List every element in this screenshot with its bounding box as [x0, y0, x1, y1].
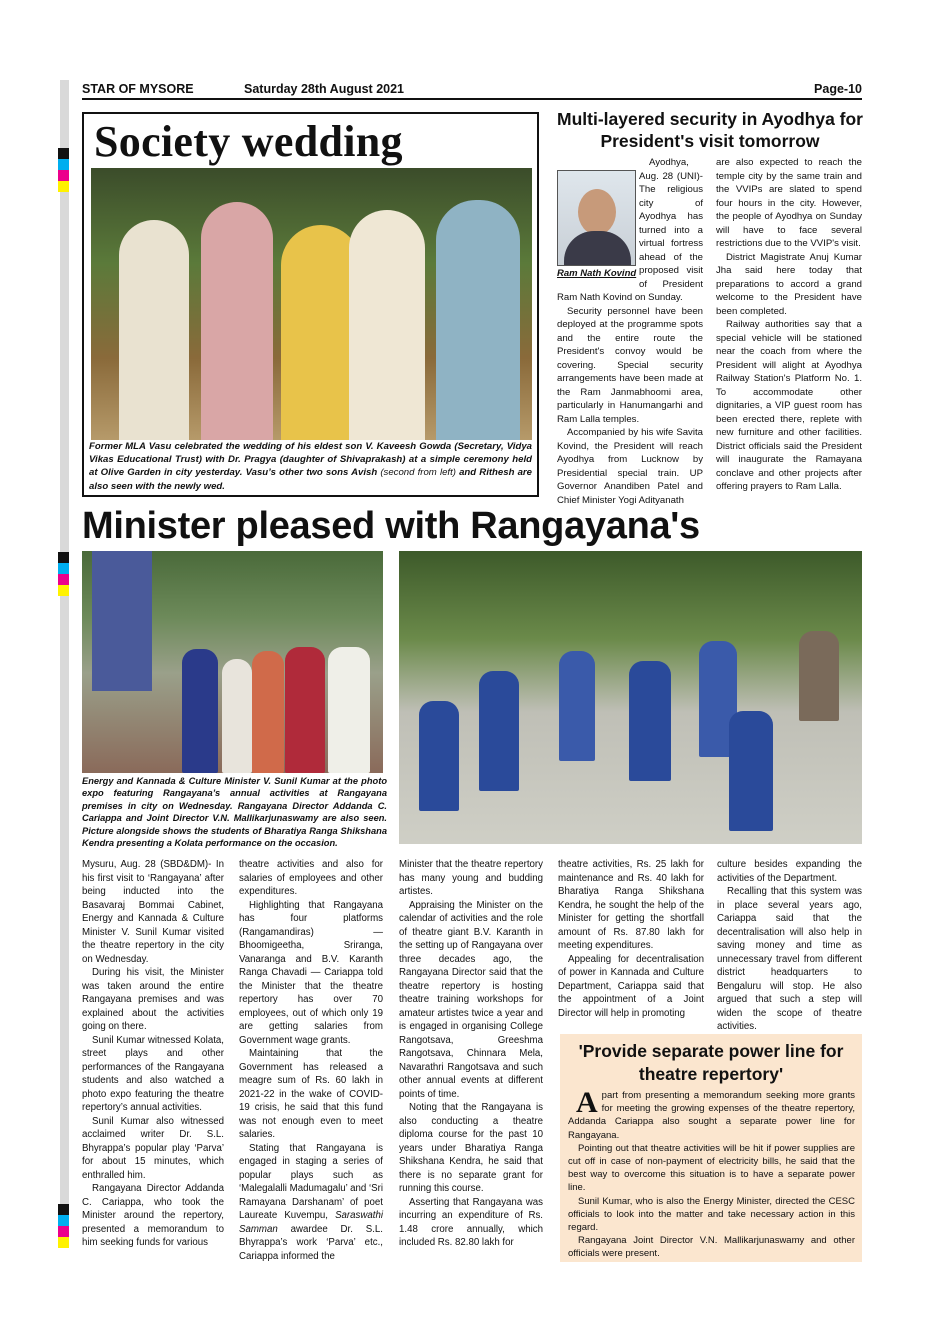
society-wedding-title: Society wedding [94, 117, 403, 166]
header-rule [82, 98, 862, 100]
drop-cap: A [576, 1086, 598, 1119]
issue-date: Saturday 28th August 2021 [244, 82, 405, 96]
wedding-caption: Former MLA Vasu celebrated the wedding of his eldest son V. Kaveesh Gowda (Secretary, Vidya Vikas Educational Trust) with Dr. Pragya (daughter of Shivaprakash) at a simple ceremony held at Olive Garden in city yesterday. Vasu’s other two sons Avish (second from left) and Rithesh are also seen with the newly wed. [89, 441, 532, 492]
minister-column-3: Minister that the theatre repertory has many young and budding artistes. Appraising the Minister on the calendar of activities and the role of theatre giant B.V. Karanth in the setting up of Rangayana over three decades ago, the Rangayana Director said that the theatre repertory is hosting theatre training workshops for amateur artistes twice a year and is engaged in organising College Rangotsava, Greeshma Rangotsava, Chinnara Mela, Navarathri Rangotsava and such other annual events at different points of time. Noting that the Rangayana is also conducting a theatre diploma course for the past 10 years under Bharatiya Ranga Shikshana Kendra, he said that there is no separate grant for running this course. Asserting that Rangayana was incurring an expenditure of Rs. 1.48 crore annually, which included Rs. 82.80 lakh for [399, 859, 543, 1248]
masthead [82, 80, 862, 98]
registration-strip [60, 80, 69, 148]
registration-strip [60, 192, 69, 492]
minister-headline: Minister pleased with Rangayana's [82, 505, 700, 547]
minister-column-2: theatre activities and also for salaries of employees and other expenditures. Highlighting that Rangayana has four platforms (Rangamandiras) — Bhoomigeetha, Sriranga, Vanaranga and B.V. Karanth Ranga Chavadi — Cariappa told the Minister that the theatre repertory has over 70 employees, out of which only 19 are getting salaries from Government wage grants. Maintaining that the Government has released a meagre sum of Rs. 60 lakh in 2021-22 in the wake of COVID-19 crisis, he said that this fund was not enough even to meet salaries. Stating that Rangayana is engaged in staging a series of popular plays such as ‘Malegalalli Madumagalu’ and ‘Sri Ramayana Darshanam’ of poet Laureate Kuvempu, Saraswathi Samman awardee Dr. S.L. Bhyrappa’s work ‘Parva’ etc., Cariappa informed the [239, 859, 383, 1262]
minister-col2-last: Stating that Rangayana is engaged in staging a series of popular plays such as ‘Malegalalli Madumagalu’ and ‘Sri Ramayana Darshanam’ of poet Laureate Kuvempu, Saraswathi Samman awardee Dr. S.L. Bhyrappa’s work ‘Parva’ etc., Cariappa informed the [239, 1142, 383, 1262]
kolata-performance-picture [399, 551, 862, 844]
security-lead: Ayodhya, Aug. 28 (UNI)- The religious city of Ayodhya has turned into a virtual fortress ahead of the proposed visit of President Ram Nath Kovind on Sunday. [557, 157, 703, 303]
registration-strip [60, 596, 69, 896]
minister-column-5: culture besides expanding the activities of the Department. Recalling that this system was in place several years ago, Cariappa said that the decentralisation will also help in saving money and time as unnecessary travel from different district headquarters to Bengaluru will stop. He also argued that such a step will widen the scope of theatre activities. [717, 859, 862, 1032]
minister-column-4: theatre activities, Rs. 25 lakh for maintenance and Rs. 40 lakh for Bharatiya Ranga Shikshana Kendra, he sought the help of the Minister for getting the shortfall amount of Rs. 87.80 lakh for meeting expenditures. Appealing for decentralisation of power in Kannada and Culture Department, Cariappa said that the appointment of a Joint Director will help in promoting [558, 859, 704, 1019]
color-registration-marks [58, 1204, 69, 1248]
color-registration-marks [58, 148, 69, 192]
portrait-caption: Ram Nath Kovind [557, 268, 637, 279]
registration-strip [60, 896, 69, 1204]
security-column-1: Ayodhya, Aug. 28 (UNI)- The religious city of Ayodhya has turned into a virtual fortress ahead of the proposed visit of President Ram Nath Kovind on Sunday. Security personnel have been deployed at the programme spots and the entire route the President's convoy would be covering. Special security arrangements have been made at the Ram Janmabhoomi area, particularly in Hanumangarhi and Ram Lalla temples. Accompanied by his wife Savita Kovind, the President will reach Ayodhya from Lucknow by Presidential special train. UP Governor Anandiben Patel and Chief Minister Yogi Adityanath [557, 157, 703, 506]
newspaper-name: STAR OF MYSORE [82, 82, 194, 96]
page-number: Page-10 [814, 82, 862, 96]
security-headline: Multi-layered security in Ayodhya for President's visit tomorrow [557, 109, 863, 151]
minister-photo-caption: Energy and Kannada & Culture Minister V. Sunil Kumar at the photo expo featuring Rangayana’s annual activities at Rangayana premises in city on Wednesday. Rangayana Director Addanda C. Cariappa and Joint Director V.N. Mallikarjunaswamy are also seen. Picture alongside shows the students of Bharatiya Ranga Shikshana Kendra presenting a Kolata performance on the occasion. [82, 776, 387, 849]
power-line-body: Apart from presenting a memorandum seeking more grants for meeting the growing expenses of the theatre repertory, Addanda Cariappa also sought a separate power line for Rangayana. Pointing out that theatre activities will be hit if power supplies are cut off in case of non-payment of electricity bills, he said that the best way to overcome this situation is to have a separate power line. Sunil Kumar, who is also the Energy Minister, directed the CESC officials to look into the matter and take necessary action in this regard. Rangayana Joint Director V.N. Mallikarjunaswamy and other officials were present. [568, 1086, 855, 1260]
registration-strip [60, 488, 69, 552]
power-line-box [560, 1034, 862, 1262]
wedding-photo [91, 168, 532, 440]
society-wedding-box [82, 112, 539, 497]
minister-column-1: Mysuru, Aug. 28 (SBD&DM)- In his first visit to ‘Rangayana’ after being inducted into the Basavaraj Bommai Cabinet, Energy and Kannada & Culture Minister V. Sunil Kumar visited the theatre repertory in the city on Wednesday. During his visit, the Minister was taken around the entire Rangayana premises and was explained about the activities going on there. Sunil Kumar witnessed Kolata, street plays and other performances of the Rangayana students and also watched a photo expo featuring the theatre repertory’s annual activities. Sunil Kumar also witnessed acclaimed writer Dr. S.L. Bhyrappa’s popular play ‘Parva’ for about 15 minutes, which enthralled him. Rangayana Director Addanda C. Cariappa, who took the Minister around the repertory, presented a memorandum to him seeking funds for various [82, 859, 224, 1248]
color-registration-marks [58, 552, 69, 596]
photo-expo-picture [82, 551, 383, 773]
power-line-headline: 'Provide separate power line for theatre repertory' [578, 1041, 844, 1084]
security-column-2: are also expected to reach the temple city by the same train and the VVIPs are slated to spend four hours in the city. However, the people of Ayodhya on Sunday will have to face several restrictions due to the VVIP's visit. District Magistrate Anuj Kumar Jha said here today that preparations to accord a grand welcome to the President have been completed. Railway authorities say that a special vehicle will be stationed near the coach from where the President will alight at Ayodhya Railway Station's Platform No. 1. To accommodate other dignitaries, a VIP guest room has been erected there, replete with new furniture and other facilities. District officials said the President will inaugurate the Ramayana conclave and other projects after offering prayers to Ram Lalla. [716, 157, 862, 492]
